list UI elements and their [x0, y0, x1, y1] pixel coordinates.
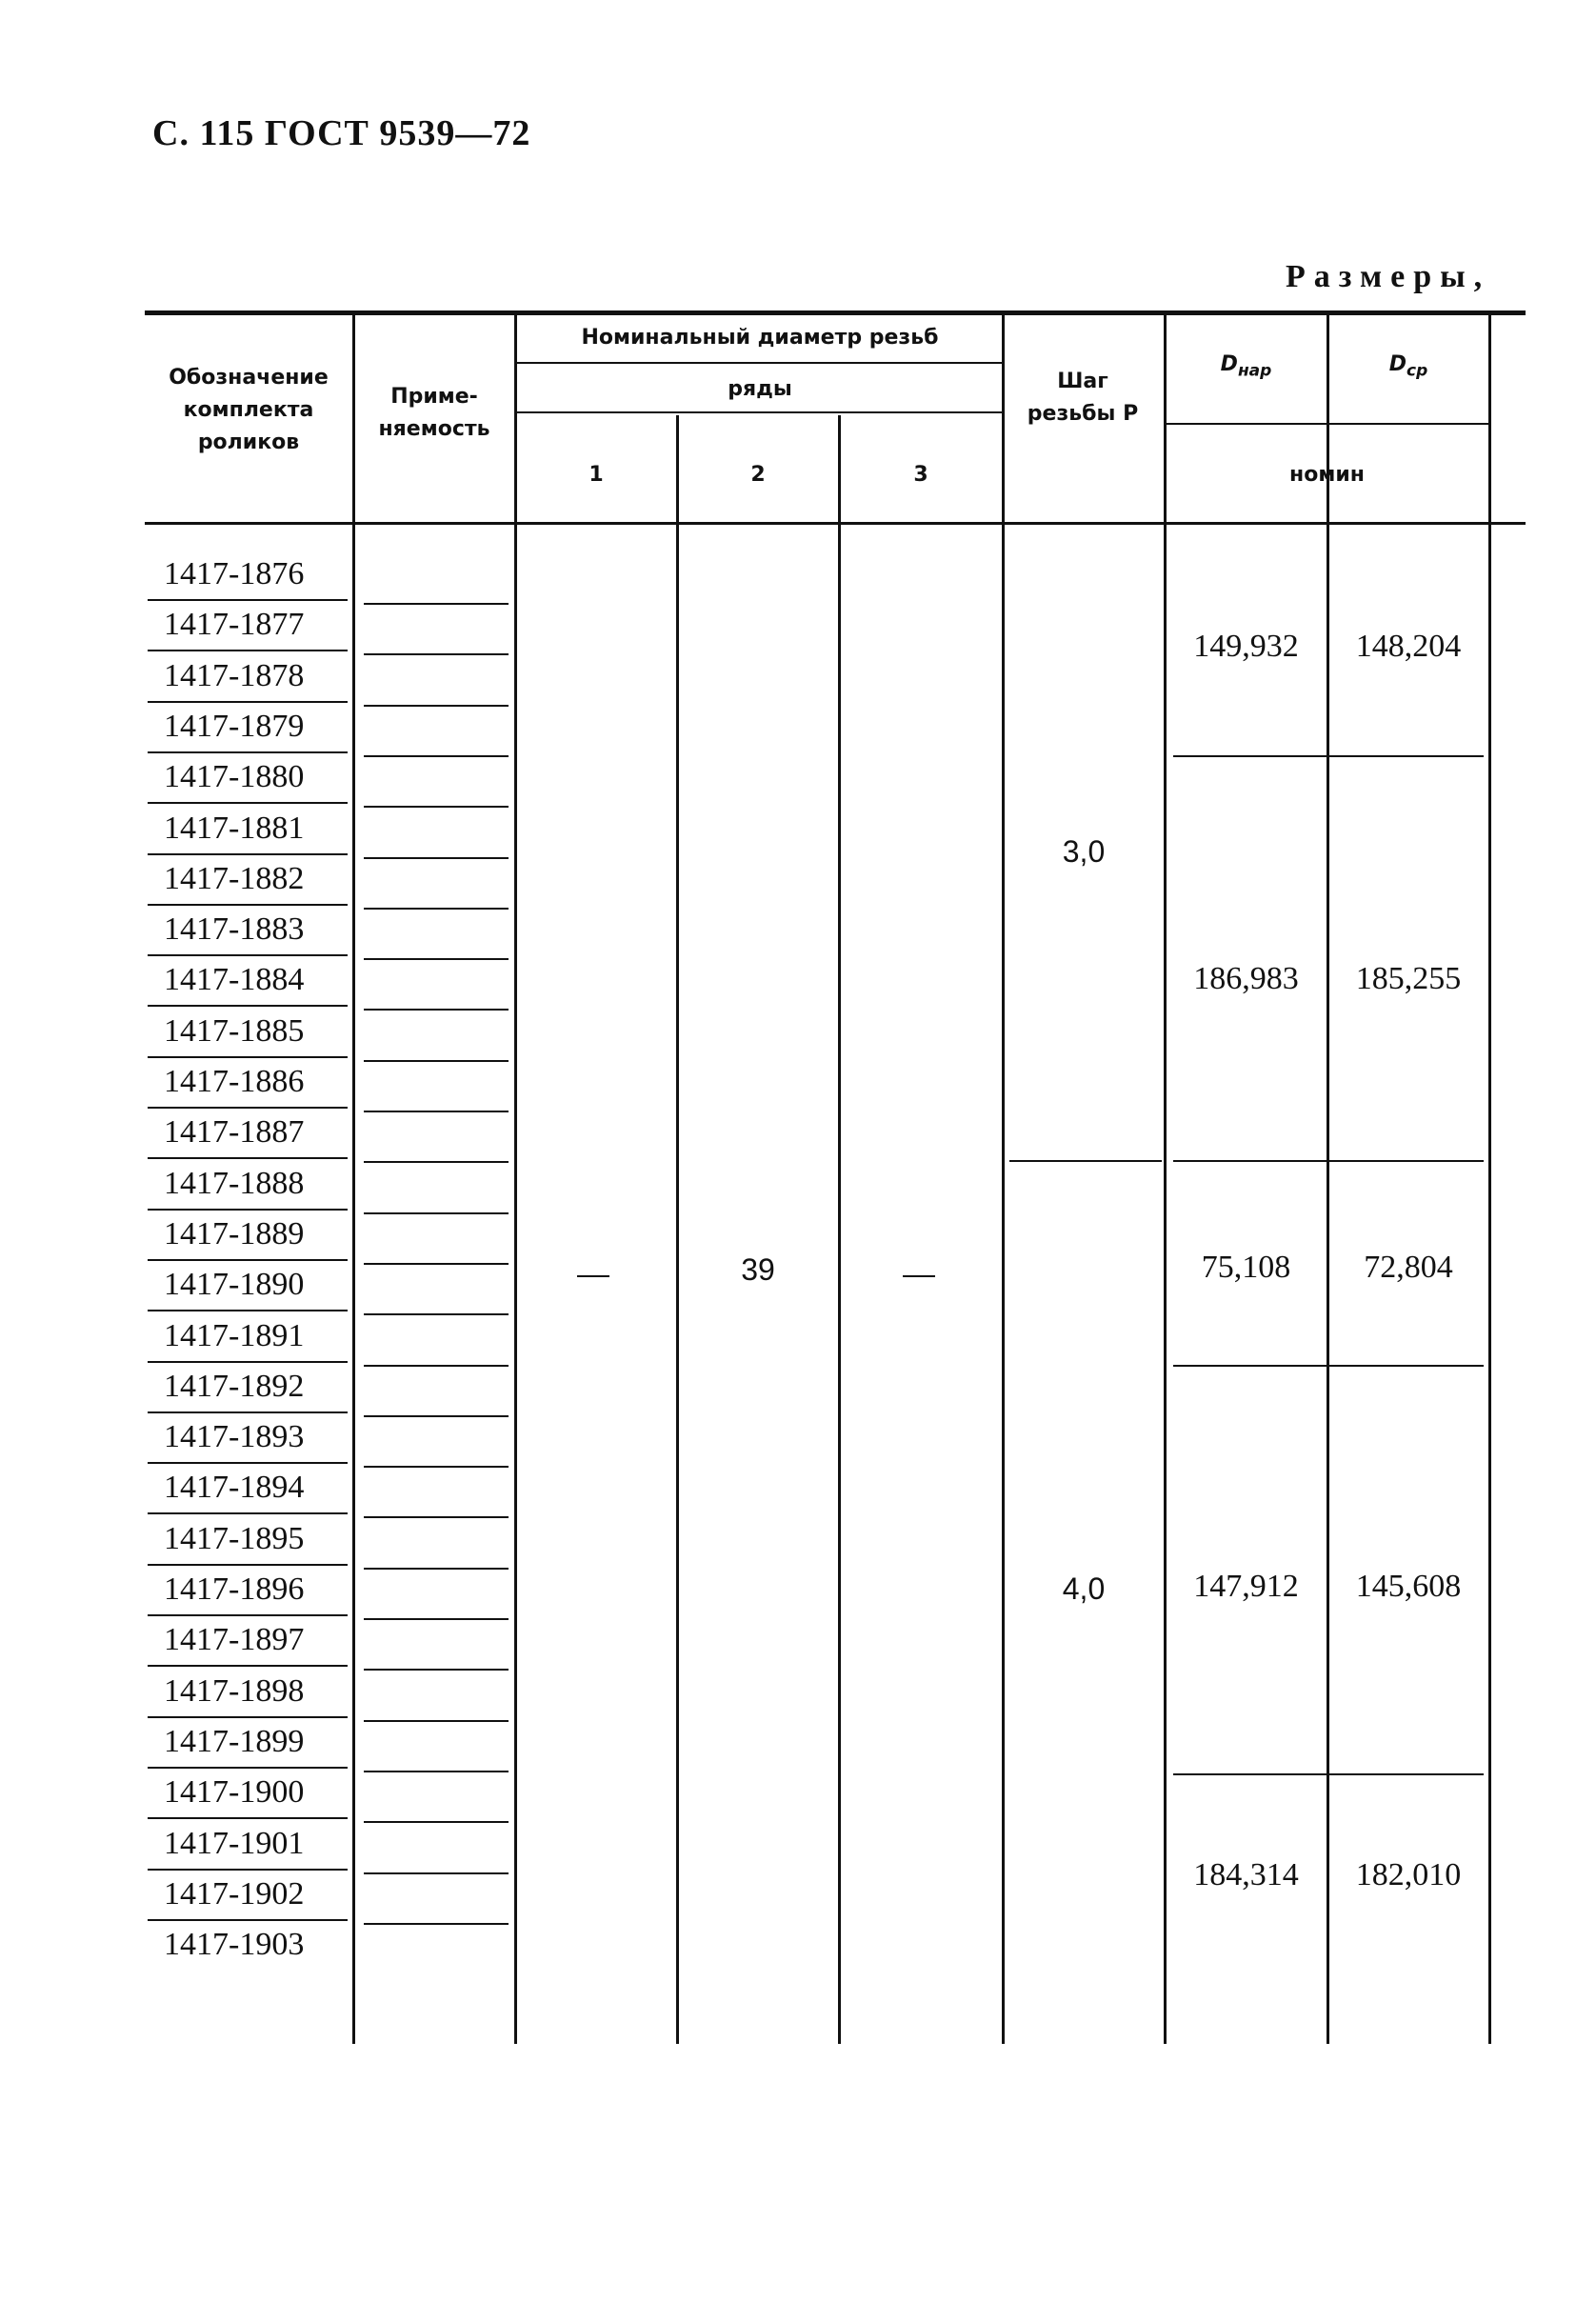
row-rule: [148, 954, 348, 956]
applicability-cell-rule: [364, 1821, 509, 1823]
d-mean-value: 72,804: [1364, 1250, 1453, 1285]
row-1-dash: [577, 1275, 609, 1277]
row-rule: [148, 1869, 348, 1871]
applicability-cell-rule: [364, 653, 509, 655]
designation-code: 1417-1882: [164, 860, 305, 896]
header-d-mean: $D_{ср}$: [1388, 352, 1428, 381]
row-rule: [148, 1259, 348, 1261]
units-label: Размеры,: [1286, 259, 1491, 294]
d-outer-value: 149,932: [1193, 629, 1299, 664]
d-outer-value: 186,983: [1193, 961, 1299, 996]
designation-code: 1417-1880: [164, 759, 305, 795]
row-3-dash: [903, 1275, 935, 1277]
applicability-cell-rule: [364, 908, 509, 910]
row-rule: [148, 1614, 348, 1616]
row-rule: [148, 599, 348, 601]
applicability-cell-rule: [364, 755, 509, 757]
applicability-cell-rule: [364, 1568, 509, 1570]
designation-code: 1417-1891: [164, 1317, 305, 1353]
col-divider: [1164, 310, 1167, 2044]
row-rule: [148, 1716, 348, 1718]
col-divider: [838, 415, 841, 2044]
designation-code: 1417-1902: [164, 1875, 305, 1912]
designation-code: 1417-1893: [164, 1419, 305, 1455]
designation-code: 1417-1903: [164, 1927, 305, 1963]
designation-code: 1417-1900: [164, 1774, 305, 1811]
d-mean-value: 182,010: [1355, 1857, 1462, 1892]
designation-code: 1417-1895: [164, 1520, 305, 1556]
row-rule: [148, 751, 348, 753]
row-rule: [148, 1512, 348, 1514]
row-rule: [148, 1056, 348, 1058]
designation-code: 1417-1881: [164, 810, 305, 846]
header-rule: [1164, 423, 1490, 425]
group-divider: [1173, 1365, 1484, 1367]
applicability-cell-rule: [364, 1618, 509, 1620]
applicability-cell-rule: [364, 1161, 509, 1163]
header-rows: ряды: [728, 377, 792, 401]
designation-code: 1417-1901: [164, 1825, 305, 1861]
row-rule: [148, 853, 348, 855]
row-rule: [148, 1411, 348, 1413]
applicability-cell-rule: [364, 1009, 509, 1011]
row-rule: [148, 802, 348, 804]
designation-code: 1417-1899: [164, 1723, 305, 1759]
designation-code: 1417-1877: [164, 607, 305, 643]
header-rule: [514, 411, 1004, 413]
col-divider: [676, 415, 679, 2044]
row-rule: [148, 1157, 348, 1159]
header-row-1: 1: [589, 463, 604, 487]
row-rule: [148, 1665, 348, 1667]
col-divider: [1488, 310, 1491, 2044]
applicability-cell-rule: [364, 1872, 509, 1874]
designation-code: 1417-1884: [164, 962, 305, 998]
row-rule: [148, 1310, 348, 1311]
row-rule: [148, 904, 348, 906]
pitch-value: 3,0: [1062, 834, 1106, 869]
row-rule: [148, 1919, 348, 1921]
d-outer-value: 184,314: [1193, 1857, 1299, 1892]
header-nominal: номин: [1289, 463, 1365, 487]
applicability-cell-rule: [364, 1516, 509, 1518]
designation-code: 1417-1876: [164, 556, 305, 591]
pitch-divider: [1009, 1160, 1162, 1162]
group-divider: [1173, 755, 1484, 757]
designation-code: 1417-1885: [164, 1012, 305, 1049]
header-rule: [514, 362, 1004, 364]
row-rule: [148, 1005, 348, 1007]
row-rule: [148, 1361, 348, 1363]
header-designation: Обозначение комплекта роликов: [169, 366, 329, 454]
applicability-cell-rule: [364, 1923, 509, 1925]
pitch-value: 4,0: [1062, 1571, 1106, 1606]
designation-code: 1417-1896: [164, 1571, 305, 1607]
header-nominal-diameter: Номинальный диаметр резьб: [581, 326, 939, 350]
page-title: С. 115 ГОСТ 9539—72: [152, 113, 531, 153]
row-rule: [148, 701, 348, 703]
applicability-cell-rule: [364, 705, 509, 707]
applicability-cell-rule: [364, 1771, 509, 1772]
d-outer-value: 147,912: [1193, 1569, 1299, 1604]
col-divider: [1002, 310, 1005, 2044]
designation-code: 1417-1894: [164, 1470, 305, 1506]
d-outer-value: 75,108: [1201, 1250, 1291, 1285]
d-mean-value: 148,204: [1355, 629, 1462, 664]
row-rule: [148, 1462, 348, 1464]
applicability-cell-rule: [364, 1263, 509, 1265]
applicability-cell-rule: [364, 1111, 509, 1112]
row-rule: [148, 1817, 348, 1819]
row-rule: [148, 1107, 348, 1109]
designation-code: 1417-1879: [164, 708, 305, 744]
designation-code: 1417-1897: [164, 1622, 305, 1658]
d-mean-value: 145,608: [1355, 1569, 1462, 1604]
col-divider: [514, 310, 517, 2044]
designation-code: 1417-1888: [164, 1165, 305, 1201]
row-rule: [148, 1564, 348, 1566]
applicability-cell-rule: [364, 806, 509, 808]
applicability-cell-rule: [364, 1720, 509, 1722]
row-2-value: 39: [741, 1252, 775, 1287]
designation-code: 1417-1889: [164, 1215, 305, 1251]
designation-code: 1417-1886: [164, 1064, 305, 1099]
row-rule: [148, 1209, 348, 1211]
designation-code: 1417-1878: [164, 657, 305, 693]
header-applicability: Приме-няемость: [378, 385, 490, 441]
applicability-cell-rule: [364, 1060, 509, 1062]
row-rule: [148, 1767, 348, 1769]
designation-code: 1417-1890: [164, 1267, 305, 1303]
group-divider: [1173, 1773, 1484, 1775]
col-divider: [352, 310, 355, 2044]
applicability-cell-rule: [364, 1212, 509, 1214]
header-row-2: 2: [750, 463, 766, 487]
designation-code: 1417-1883: [164, 911, 305, 948]
applicability-cell-rule: [364, 1466, 509, 1468]
applicability-cell-rule: [364, 1365, 509, 1367]
header-row-3: 3: [913, 463, 928, 487]
designation-code: 1417-1887: [164, 1114, 305, 1151]
applicability-cell-rule: [364, 603, 509, 605]
applicability-cell-rule: [364, 1415, 509, 1417]
col-divider: [1327, 310, 1329, 2044]
applicability-cell-rule: [364, 958, 509, 960]
applicability-cell-rule: [364, 1669, 509, 1671]
header-d-outer: $D_{нар}$: [1220, 352, 1272, 381]
applicability-cell-rule: [364, 1313, 509, 1315]
applicability-cell-rule: [364, 857, 509, 859]
header-pitch: Шаг резьбы P: [1027, 370, 1139, 426]
d-mean-value: 185,255: [1355, 961, 1462, 996]
group-divider: [1173, 1160, 1484, 1162]
designation-code: 1417-1892: [164, 1368, 305, 1404]
row-rule: [148, 650, 348, 651]
designation-code: 1417-1898: [164, 1672, 305, 1709]
